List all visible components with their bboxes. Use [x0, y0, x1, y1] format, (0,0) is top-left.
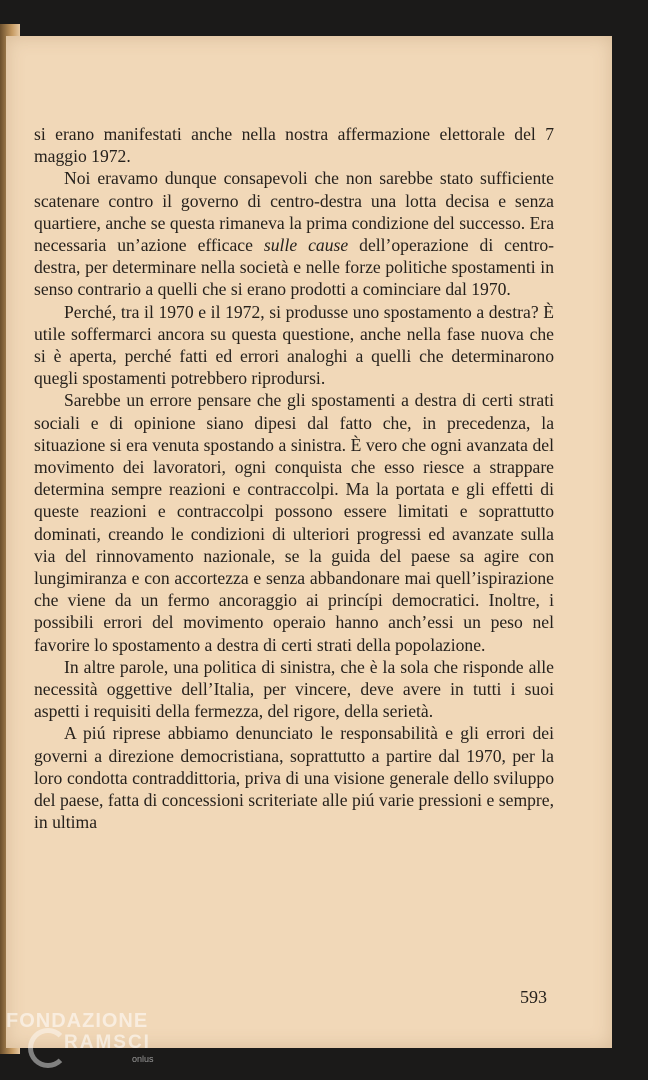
paragraph-6: A piú riprese abbiamo denunciato le responsabilità e gli errori dei governi a direzione democristiana, soprattutto a partire dal 1970, per la loro condotta contraddittoria, priva di una visione generale dello sviluppo del paese, fatta di concessioni scriteriate alle piú varie pressioni e sempre, in ultima [34, 723, 554, 833]
watermark-line-2: RAMSCI [64, 1032, 151, 1053]
paragraph-4: Sarebbe un errore pensare che gli spostamenti a destra di certi strati sociali e di opinione siano dipesi dal fatto che, in precedenza, la situazione si era venuta spostando a sinistra. È vero che ogni avanzata del movimento dei lavoratori, ogni conquista che esso riesce a strappare determina sempre reazioni e contraccolpi. Ma la portata e gli effetti di queste reazioni e contraccolpi possono essere limitati e soprattutto dominati, creando le condizioni di ulteriori progressi ed avanzate sulla via del rinnovamento nazionale, se la guida del paese sa agire con lungimiranza e con accortezza e senza abbandonare mai quell’ispirazione che viene da un fermo ancoraggio ai princípi democratici. Inoltre, i possibili errori del movimento operaio hanno anch’essi un peso nel favorire lo spostamento a destra di certi strati della popolazione. [34, 390, 554, 655]
watermark-g-icon [28, 1028, 68, 1068]
body-text [34, 123, 554, 834]
paragraph-2-part-2: dell’operazione di centro-destra, per determinare nella società e nelle forze politiche spostamenti in senso contrario a quelli che si erano prodotti a cominciare dal 1970. [34, 235, 555, 300]
emphasis-sulle-cause: sulle cause [263, 235, 349, 256]
paragraph-2-part-1: Noi eravamo dunque consapevoli che non sarebbe stato sufficiente scatenare contro il governo di centro-destra una lotta decisa e senza quartiere, anche se questa rimaneva la prima condizione del successo. Era necessaria un’azione efficace [34, 168, 554, 256]
paragraph-1: si erano manifestati anche nella nostra affermazione elettorale del 7 maggio 1972. [34, 124, 554, 167]
watermark-logo [6, 1010, 154, 1064]
paragraph-5: In altre parole, una politica di sinistra, che è la sola che risponde alle necessità oggettive dell’Italia, per vincere, deve avere in tutti i suoi aspetti i requisiti della fermezza, del rigore, della serietà. [34, 656, 554, 722]
watermark-line-3: onlus [132, 1054, 154, 1064]
paragraph-2 [34, 167, 554, 300]
page-number: 593 [520, 987, 547, 1007]
watermark-line-1: FONDAZIONE [6, 1010, 149, 1032]
paragraph-3: Perché, tra il 1970 e il 1972, si produsse uno spostamento a destra? È utile soffermarci ancora su questa questione, anche nella fase nuova che si è aperta, perché fatti ed errori analoghi a quelli che determinarono quegli spostamenti potrebbero riprodursi. [34, 301, 554, 389]
